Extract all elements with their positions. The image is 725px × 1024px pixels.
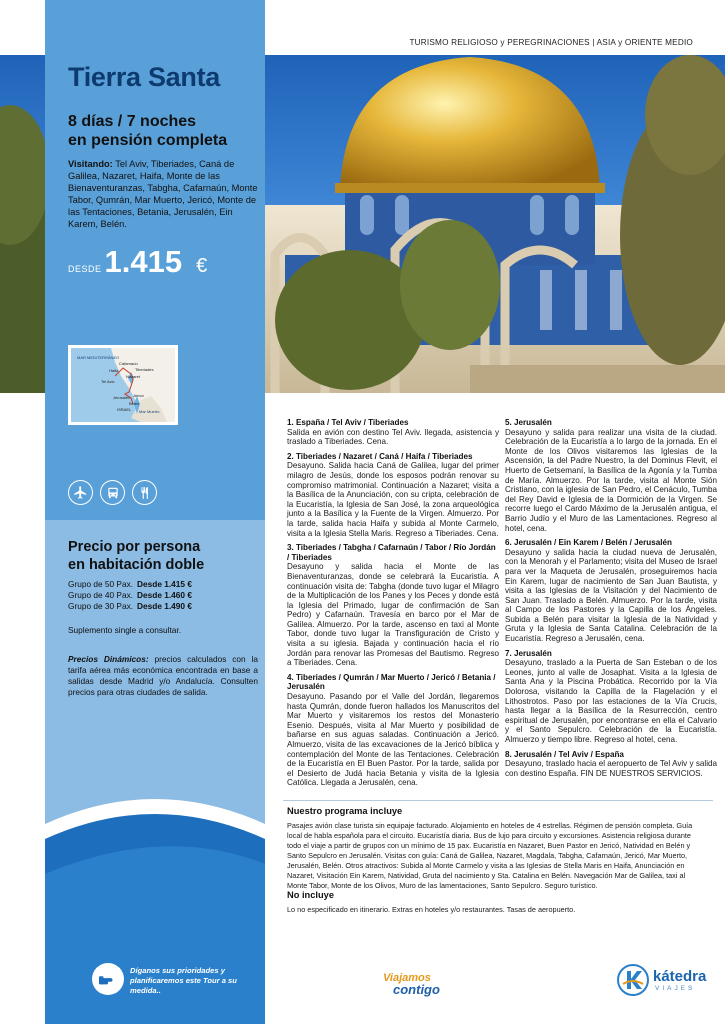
price-amount: 1.415 [104,244,183,279]
map-city-3: Tiberiades [135,367,154,372]
pricing-title [68,538,258,574]
day-text: Salida en avión con destino Tel Aviv. llegada, asistencia y traslado a Tiberiades. Cena. [287,427,499,447]
map-city-8: Mar Muerto [139,409,160,414]
route-map [68,345,178,425]
day-title: 1. España / Tel Aviv / Tiberiades [287,418,409,427]
day-title: 7. Jerusalén [505,648,552,658]
not-included-title: No incluye [287,890,335,900]
day-title: 4. Tiberiades / Qumrán / Mar Muerto / Jericó / Betania / Jerusalén [287,672,496,692]
map-area [71,348,175,422]
itinerary-day [505,538,717,644]
day-text: Desayuno y salida hacia el Monte de las Bienaventuranzas, donde se celebrará la Eucaristía. A continuación visita de: Tabgha (donde tuvo lugar el Milagro de la Multiplicación de los Panes y los Peces y donde está la Iglesia del Primado, lugar de confirmación de San Pedro) y Cafarnaún. Travesía en barco por el Mar de Galilea. Almuerzo. Por la tarde, ascenso en taxi al Monte Tabor, donde tuvo lugar la Transfiguración de Cristo y visita a su iglesia. Bajada y continuación hacia el río Jordán para renovar las Promesas del Bautismo. Regreso a Tiberiades. Cena. [287,562,499,668]
tagline-line-2: contigo [393,982,440,997]
included-title: Nuestro programa incluye [287,806,403,816]
info-sidebar [45,0,265,1024]
included-service-icons [68,480,157,505]
group-price-row [68,579,192,590]
trip-duration [68,112,258,150]
visit-label: Visitando: [68,159,113,169]
day-title: 2. Tiberiades / Nazaret / Caná / Haifa / Tiberiades [287,451,473,461]
bus-icon [100,480,125,505]
pointing-hand-icon [92,963,124,995]
included-text: Pasajes avión clase turista sin equipaje facturado. Alojamiento en hoteles de 4 estrellas. Régimen de pensión completa. Guía local de habla española para el circuito. Eucaristía diaria. Bus de lujo para circuito y excursiones. Asistencia religiosa durante todo el viaje a partir de grupos con un mínimo de 15 pax. Eucaristía en Nazaret, Buen Pastor en Jericó, Natividad en Belén y Santo Sepulcro en Jerusalén. Visitas con guía: Caná de Galilea, Nazaret, Magdala, Tabgha, Cafarnaún, Jericó, Mar Muerto, Jerusalén, Belén. Otros atractivos: Subida al Monte Carmelo y visita a las Iglesias de Stella Maris en Haifa, Anunciación en Nazaret, Visitación Ein Karem, Natividad, Gruta del nacimiento y Sta. Catalina en Belén. Navegación Mar de Galilea, taxi al Monte Tabor, Monte de los Olivos, Muro de las lamentaciones, Santo Sepulcro. Seguro turístico. [287,821,693,890]
day-title: 8. Jerusalén / Tel Aviv / España [505,749,624,759]
group-price-row [68,590,192,601]
trip-title: Tierra Santa [68,62,220,92]
itinerary-column-2 [505,418,717,783]
brand-subtitle: VIAJES [655,984,696,992]
pricing-title-line-1: Precio por persona [68,539,201,555]
duration-line-2: en pensión completa [68,132,228,149]
map-city-1: Haifa [109,368,119,373]
plane-icon [68,480,93,505]
dynamic-prices-label: Precios Dinámicos: [68,654,149,664]
group-label: Grupo de 50 Pax. [68,579,134,589]
dynamic-prices-text: precios calculados con la tarifa aérea más económica encontrada en base a salidas desde Madrid y/o Andalucía. Consulten precios para otras ciudades de salida. [68,654,258,697]
category-header: TURISMO RELIGIOSO y PEREGRINACIONES | ASIA y ORIENTE MEDIO [409,38,693,47]
tagline-line-1: Viajamos [383,972,431,984]
day-text: Desayuno. Salida hacia Caná de Galilea, lugar del primer milagro de Jesús, donde los esposos podrán renovar su compromiso matrimonial. Continuación a Nazaret; visita a la Basílica de la Anunciación, con su cripta, celebración de la Eucaristía, la Iglesia de San José, la zona arqueológica junto a la Basílica y la Fuente de la Virgen. Almuerzo. Por la tarde, salida hacia Haifa y subida al Monte Carmelo, visita a la Iglesia Stella Maris. Regreso a Tiberiades. Cena. [287,461,499,538]
group-label: Grupo de 30 Pax. [68,601,134,611]
map-sea-label: MAR MEDITERRÁNEO [77,355,120,360]
day-text: Desayuno y salida para realizar una visita de la ciudad. Celebración de la Eucaristía a lo largo de la jornada. En el Monte de los Olivos visitaremos las Iglesias de la Ascensión, la del Padre Nuestro, la del Dominus Flevit, el Huerto de Getsemaní, la Basílica de la Agonía y la Tumba de María. Almuerzo. Por la tarde, visita al Monte Sión Cristiano, con la iglesia de San Pedro, el Cenáculo, Tumba del Rey David e Iglesia de la Dormición de la Virgen. Se recorre luego el Cardo Máximo de la Jerusalén antigua, el Barrio Judío y el Muro de las Lamentaciones. Regreso al hotel, cena. [505,427,717,533]
day-title: 5. Jerusalén [505,418,552,427]
brand-text [653,969,706,992]
brand-logo [617,964,706,996]
group-price: Desde 1.490 € [137,601,192,611]
group-label: Grupo de 40 Pax. [68,590,134,600]
day-text: Desayuno y salida hacia la ciudad nueva de Jerusalén, con la Menorah y el Parlamento; visita del Museo de Israel para ver la Maqueta de Jerusalén, proseguiremos hacia Ein Karem, lugar de nacimiento de San Juan Bautista, y visita a las Iglesias de la Visitación y del Nacimiento de San Juan. Traslado a Belén. Almuerzo. Por la tarde, visita al Campo de los Pastores y la Capilla de los Ángeles. Subida a Belén para visitar la Iglesia de la Natividad y Gruta y la Iglesia de Santa Catalina. Celebración de la Eucaristía. Regreso a Jerusalén, cena. [505,547,717,644]
price-prefix: DESDE [68,264,102,274]
day-title: 3. Tiberiades / Tabgha / Cafarnaún / Tabor / Río Jordán / Tiberiades [287,543,496,562]
itinerary-day [505,649,717,745]
map-city-6: Jericó [133,393,144,398]
map-city-0: Cafarnaún [119,361,138,366]
day-text: Desayuno. Pasando por el Valle del Jordán, llegaremos hasta Qumrán, donde fueron hallados los Manuscritos del Mar Muerto y visitaremos los restos del Monasterio Esenio. Después, visita al Mar Muerto y posibilidad de bañarse en sus aguas saladas. Continuación a Jericó. Almuerzo, visita de las excavaciones de la Jericó bíblica y contemplación del Monte de las Tentaciones. Celebración de la Eucaristía en El Buen Pastor. Por la tarde, salida por el Desierto de Judá hacia Betania y visita de la Iglesia Católica. Llegada a Jerusalén, cena. [287,692,499,788]
map-city-5: Jerusalén [113,395,131,400]
itinerary-column-1 [287,418,499,793]
visit-places: Tel Aviv, Tiberiades, Caná de Galilea, Nazaret, Haifa, Monte de las Bienaventuranzas, Tabgha, Cafarnaún, Monte Tabor, Qumrán, Mar Muerto, Jericó, Monte de las Tentaciones, Betania, Jerusalén, Ein Karem, Belén. [68,159,258,229]
map-city-4: Tel Aviv [101,379,115,384]
included-section [287,806,707,891]
itinerary-day [287,673,499,788]
group-prices [68,579,192,612]
day-text: Desayuno, traslado hacia el aeropuerto de Tel Aviv y salida con destino España. FIN DE NUESTROS SERVICIOS. [505,759,717,778]
duration-line-1: 8 días / 7 noches [68,113,197,130]
group-price: Desde 1.415 € [137,579,192,589]
single-supplement: Suplemento single a consultar. [68,625,182,635]
not-included-section [287,890,707,915]
map-city-7: Belén [129,401,140,406]
visit-list [68,158,258,230]
group-price-row [68,601,192,612]
itinerary-day [287,543,499,668]
itinerary-day [287,418,499,447]
katedra-logo-icon [617,964,649,996]
dynamic-prices-note [68,654,258,698]
brand-name: kátedra [653,967,707,985]
price-currency: € [196,255,208,277]
not-included-text: Lo no especificado en itinerario. Extras en hoteles y/o restaurantes. Tasas de aeropuerto. [287,905,576,914]
footer-slogan: Díganos sus prioridades y planificaremos este Tour a su medida.. [130,966,237,995]
tagline [383,972,440,997]
meal-icon [132,480,157,505]
map-city-2: Nazaret [126,374,141,379]
group-price: Desde 1.460 € [137,590,192,600]
itinerary-day [505,418,717,533]
map-country-label: ISRAEL [117,407,132,412]
day-text: Desayuno, traslado a la Puerta de San Esteban o de los Leones, junto al valle de Josaphat. Visita a la Iglesia de Santa Ana y la Piscina Probática. Recorrido por la Vía Dolorosa, visitando la Capilla de la Flagelación y el Lithostrotos. Paso por las estaciones de la Vía Crucis, hasta llegar a la Basílica de la Resurrección, centro espiritual de Jerusalén, por encontrarse en ella el Calvario y el Santo Sepulcro. Celebración de la Eucaristía. Almuerzo y tiempo libre. Regreso al hotel, cena. [505,658,717,744]
section-divider [283,800,713,801]
itinerary-day [287,452,499,538]
price-from [68,244,207,280]
pricing-title-line-2: en habitación doble [68,557,205,573]
itinerary-day [505,750,717,779]
day-title: 6. Jerusalén / Ein Karem / Belén / Jerusalén [505,538,672,548]
